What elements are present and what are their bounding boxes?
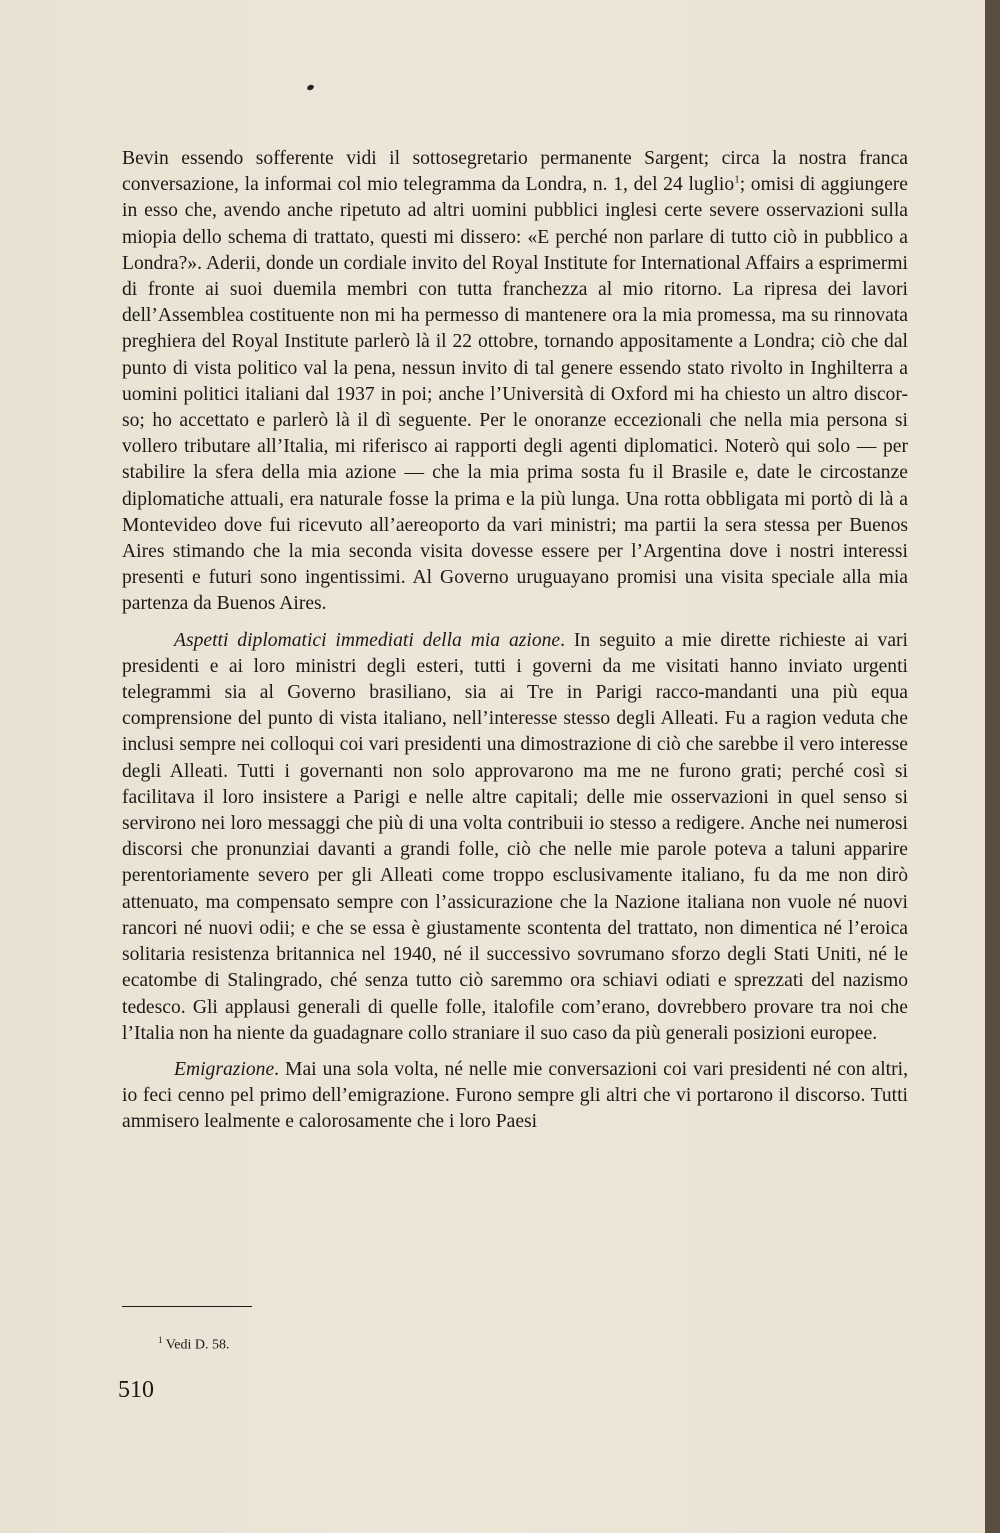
body-text — [122, 146, 908, 1136]
section-heading: Aspetti diplomatici immediati della mia azione — [174, 629, 561, 651]
footnote-marker: 1 — [158, 1335, 163, 1345]
paragraph-text: ; omisi di aggiungere in esso che, avendo anche ripetuto ad altri uomini pubblici inglesi certe severe osservazioni sulla miopia dello schema di trattato, questi mi dissero: «E perché non parlare di tutto ciò in pubblico a Londra?». Aderii, donde un cordiale invito del Royal Institute for International Affairs a esprimermi di fronte ai suoi duemila membri con tutta franchezza al mio ritorno. La ripresa dei lavori dell’Assemblea costituente non mi ha permesso di mantenere ora la mia promessa, ma su rinnovata preghiera del Royal Institute parlerò là il 22 ottobre, tornando appositamente a Londra; ciò che dal punto di vista politico val la pena, nessun invito di tal genere essendo stato rivolto in Inghilterra a uomini politici italiani dal 1937 in poi; anche l’Università di Oxford mi ha chiesto un altro discor-so; ho accettato e parlerò là il dì seguente. Per le onoranze eccezionali che nella mia persona si vollero tributare all’Italia, mi riferisco ai rapporti degli agenti diplomatici. Noterò qui solo — per stabilire la sfera della mia azione — che la mia prima sosta fu il Brasile e, date le circostanze diplomatiche attuali, era naturale fosse la prima e la più lunga. Una rotta obbligata mi portò di là a Montevideo dove fui ricevuto all’aereoporto da vari ministri; ma partii la sera stessa per Buenos Aires stimando che la mia seconda visita dovesse essere per l’Argentina dove i nostri interessi presenti e futuri sono ingentissimi. Al Governo uruguayano promisi una visita speciale alla mia partenza da Buenos Aires. — [122, 174, 908, 615]
paragraph-text: . In seguito a mie dirette richieste ai vari presidenti e ai loro ministri degli esteri, tutti i governi da me visitati hanno inviato urgenti telegrammi sia al Governo brasiliano, sia ai Tre in Parigi racco-mandanti una più equa comprensione del punto di vista italiano, nell’interesse stesso degli Alleati. Fu a ragion veduta che inclusi sempre nei colloqui coi vari presidenti una dimostrazione di ciò che sarebbe il vero interesse degli Alleati. Tutti i governanti non solo approvarono ma me ne furono grati; perché così si facilitava il loro insistere a Parigi e nelle altre capitali; delle mie osservazioni in quel senso si servirono nei loro messaggi che più di una volta contribuii io stesso a redigere. Anche nei numerosi discorsi che pronunziai davanti a grandi folle, ciò che nelle mie parole poteva a taluni apparire perentoriamente severo per gli Alleati come troppo esclusivamente italiano, fu da me non dirò attenuato, ma compensato sempre con l’assicurazione che la Nazione italiana non vuole né nuovi rancori né nuovi odii; e che se essa è giustamente scontenta del trattato, non dimentica né l’eroica solitaria resistenza britannica nel 1940, né il successivo sovrumano sforzo degli Stati Uniti, né le ecatombe di Stalingrado, ché senza tutto ciò saremmo ora schiavi odiati e sprezzati del nazismo tedesco. Gli applausi generali di quelle folle, italofile com’erano, dovrebbero provare tra noi che l’Italia non ha niente da guadagnare collo straniare il suo caso da più generali posizioni europee. — [122, 629, 908, 1044]
paragraph — [122, 628, 908, 1047]
paragraph — [122, 1057, 908, 1136]
section-heading: Emigrazione — [174, 1058, 275, 1080]
paragraph-text: . Mai una sola volta, né nelle mie conversazioni coi vari presidenti né con altri, io feci cenno pel primo dell’emigrazione. Furono sempre gli altri che vi portarono il discorso. Tutti ammisero lealmente e calorosamente che i loro Paesi — [122, 1058, 908, 1133]
page-number: 510 — [118, 1377, 154, 1403]
ink-speck — [306, 84, 314, 91]
footnote-ref: 1 — [734, 173, 740, 186]
footnote — [158, 1335, 230, 1354]
paragraph — [122, 146, 908, 618]
footnote-rule — [122, 1306, 252, 1307]
footnote-text: Vedi D. 58. — [162, 1337, 230, 1353]
paragraph-text: Bevin essendo sofferente vidi il sottosegretario permanente Sargent; circa la nostra franca conversazione, la informai col mio telegramma da Londra, n. 1, del 24 luglio — [122, 148, 908, 196]
